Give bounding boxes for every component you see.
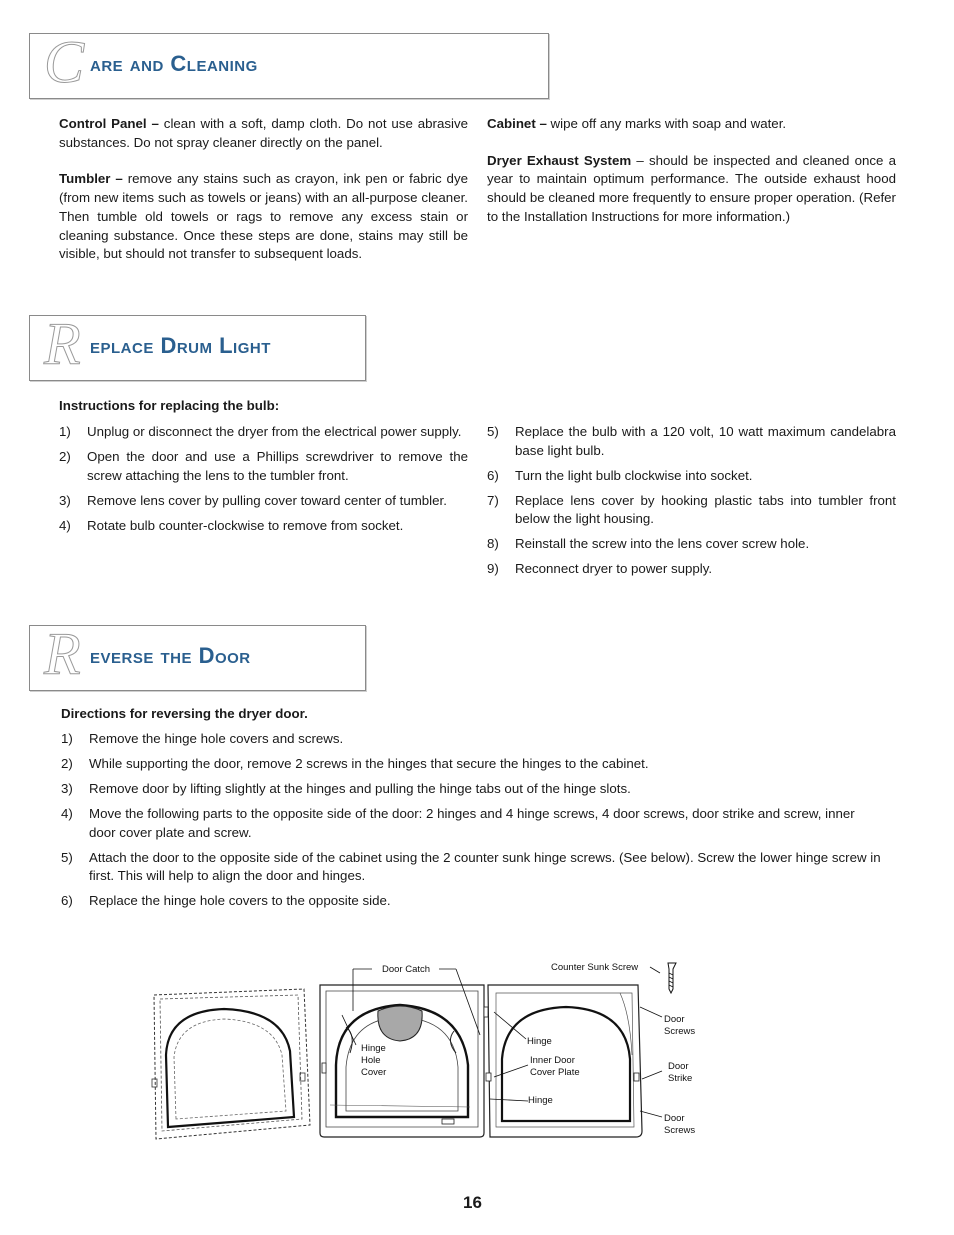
hinge-hole-cover-label-1: Hinge [361,1043,386,1054]
step-number: 5) [487,424,499,439]
step-item [61,730,881,749]
inner-door-cover-plate-label-2: Cover Plate [530,1067,580,1078]
step-number: 9) [487,561,499,577]
door-strike-label-2: Strike [668,1073,693,1084]
step-text: Remove the hinge hole covers and screws. [89,731,344,746]
door-reversal-diagram [150,955,700,1145]
step-text: Replace the hinge hole covers to the opposite side. [89,893,391,909]
step-number: 5) [61,849,73,865]
drum-light-header [29,311,366,381]
step-text: Open the door and use a Phillips screwdriver to remove the screw attaching the lens to the tumbler front. [87,449,468,483]
tumbler-paragraph: Tumbler – remove any stains such as crayon, ink pen or fabric dye (from new items such as towels or jeans) with an all-purpose cleaner. Then tumble old towels or rags to remove any excess stain or cleaning substance. Once these steps are done, stains may still be visible, but should not transfer to subsequent loads. [59,171,468,262]
drum-steps-right [487,423,896,585]
step-item [487,467,896,486]
step-item [61,892,881,911]
door-screws-bottom-label-1: Door [664,1113,685,1124]
step-text: Reconnect dryer to power supply. [515,561,713,577]
step-text: Turn the light bulb clockwise into socket. [515,467,753,483]
hinge-hole-cover-label-2: Hole [361,1055,381,1066]
care-left-column [59,115,468,282]
reverse-door-header [29,621,366,691]
hinge-bottom-label: Hinge [528,1095,553,1106]
step-number: 2) [61,756,73,771]
step-item [61,849,881,886]
step-item [487,423,896,460]
step-text: Move the following parts to the opposite side of the door: 2 hinges and 4 hinge screws, 4 door screws, door strike and screw, inner door cover plate and screw. [89,806,855,840]
header-initial: C [44,29,85,95]
hinge-hole-cover-label-3: Cover [361,1067,387,1078]
step-text: Remove door by lifting slightly at the hinges and pulling the hinge tabs out of the hinge slots. [89,781,631,796]
step-text: While supporting the door, remove 2 screws in the hinges that secure the hinges to the cabinet. [89,756,649,771]
step-number: 3) [59,492,71,508]
inner-door-cover-plate-label-1: Inner Door [530,1055,575,1066]
step-text: Attach the door to the opposite side of the cabinet using the 2 counter sunk hinge screws. (See below). Screw the lower hinge screw in first. This will help to align the door and hinges. [89,849,881,884]
door-strike-label-1: Door [668,1061,689,1072]
counter-sunk-screw-icon [668,963,676,993]
step-text: Replace lens cover by hooking plastic tabs into tumbler front below the light housing. [515,492,896,527]
step-number: 7) [487,492,499,508]
step-number: 4) [61,806,73,821]
cabinet-front [320,985,484,1137]
step-number: 6) [61,893,73,909]
care-cleaning-header [29,29,549,99]
step-item [487,492,896,529]
header-initial: R [44,311,81,377]
step-item [59,492,468,511]
hinge-top-label: Hinge [527,1036,552,1047]
step-text: Reinstall the screw into the lens cover screw hole. [515,536,810,552]
header-initial: R [44,621,81,687]
door-steps [61,730,881,917]
header-title: eplace Drum Light [90,333,271,358]
removed-door-outline [152,989,310,1139]
step-item [59,423,468,442]
step-item [61,755,881,774]
drum-steps-left [59,423,468,542]
control-panel-paragraph: Control Panel – clean with a soft, damp cloth. Do not use abrasive substances. Do not spray cleaner directly on the panel. [59,116,468,150]
step-text: Unplug or disconnect the dryer from the electrical power supply. [87,424,462,439]
step-number: 2) [59,449,71,464]
step-item [487,535,896,554]
step-item [59,448,468,485]
care-right-column [487,115,896,245]
door-screws-top-label-1: Door [664,1014,685,1025]
step-number: 4) [59,517,71,533]
door-screws-bottom-label-2: Screws [664,1125,696,1136]
page-number: 16 [463,1193,482,1212]
step-item [487,560,896,579]
step-text: Replace the bulb with a 120 volt, 10 watt maximum candelabra base light bulb. [515,424,896,458]
exhaust-paragraph: Dryer Exhaust System – should be inspected and cleaned once a year to maintain optimum performance. The outside exhaust hood should be cleaned more frequently to ensure proper operation. (Refer to the Installation Instructions for more information.) [487,152,896,224]
step-number: 1) [61,731,73,746]
door-catch-label: Door Catch [382,964,431,975]
step-text: Rotate bulb counter-clockwise to remove from socket. [87,517,404,533]
step-number: 3) [61,781,73,796]
door-directions-subhead: Directions for reversing the dryer door. [61,706,308,721]
cabinet-paragraph: Cabinet – wipe off any marks with soap and water. [487,116,787,131]
door-screws-top-label-2: Screws [664,1026,696,1037]
step-number: 8) [487,536,499,552]
step-item [61,805,881,842]
step-item [59,517,468,536]
step-number: 6) [487,467,499,483]
header-title: are and Cleaning [90,51,258,76]
counter-sunk-screw-label: Counter Sunk Screw [551,962,639,973]
bulb-instructions-subhead: Instructions for replacing the bulb: [59,398,280,413]
step-number: 1) [59,424,71,439]
header-title: everse the Door [90,643,251,668]
step-item [61,780,881,799]
step-text: Remove lens cover by pulling cover toward center of tumbler. [87,492,447,508]
